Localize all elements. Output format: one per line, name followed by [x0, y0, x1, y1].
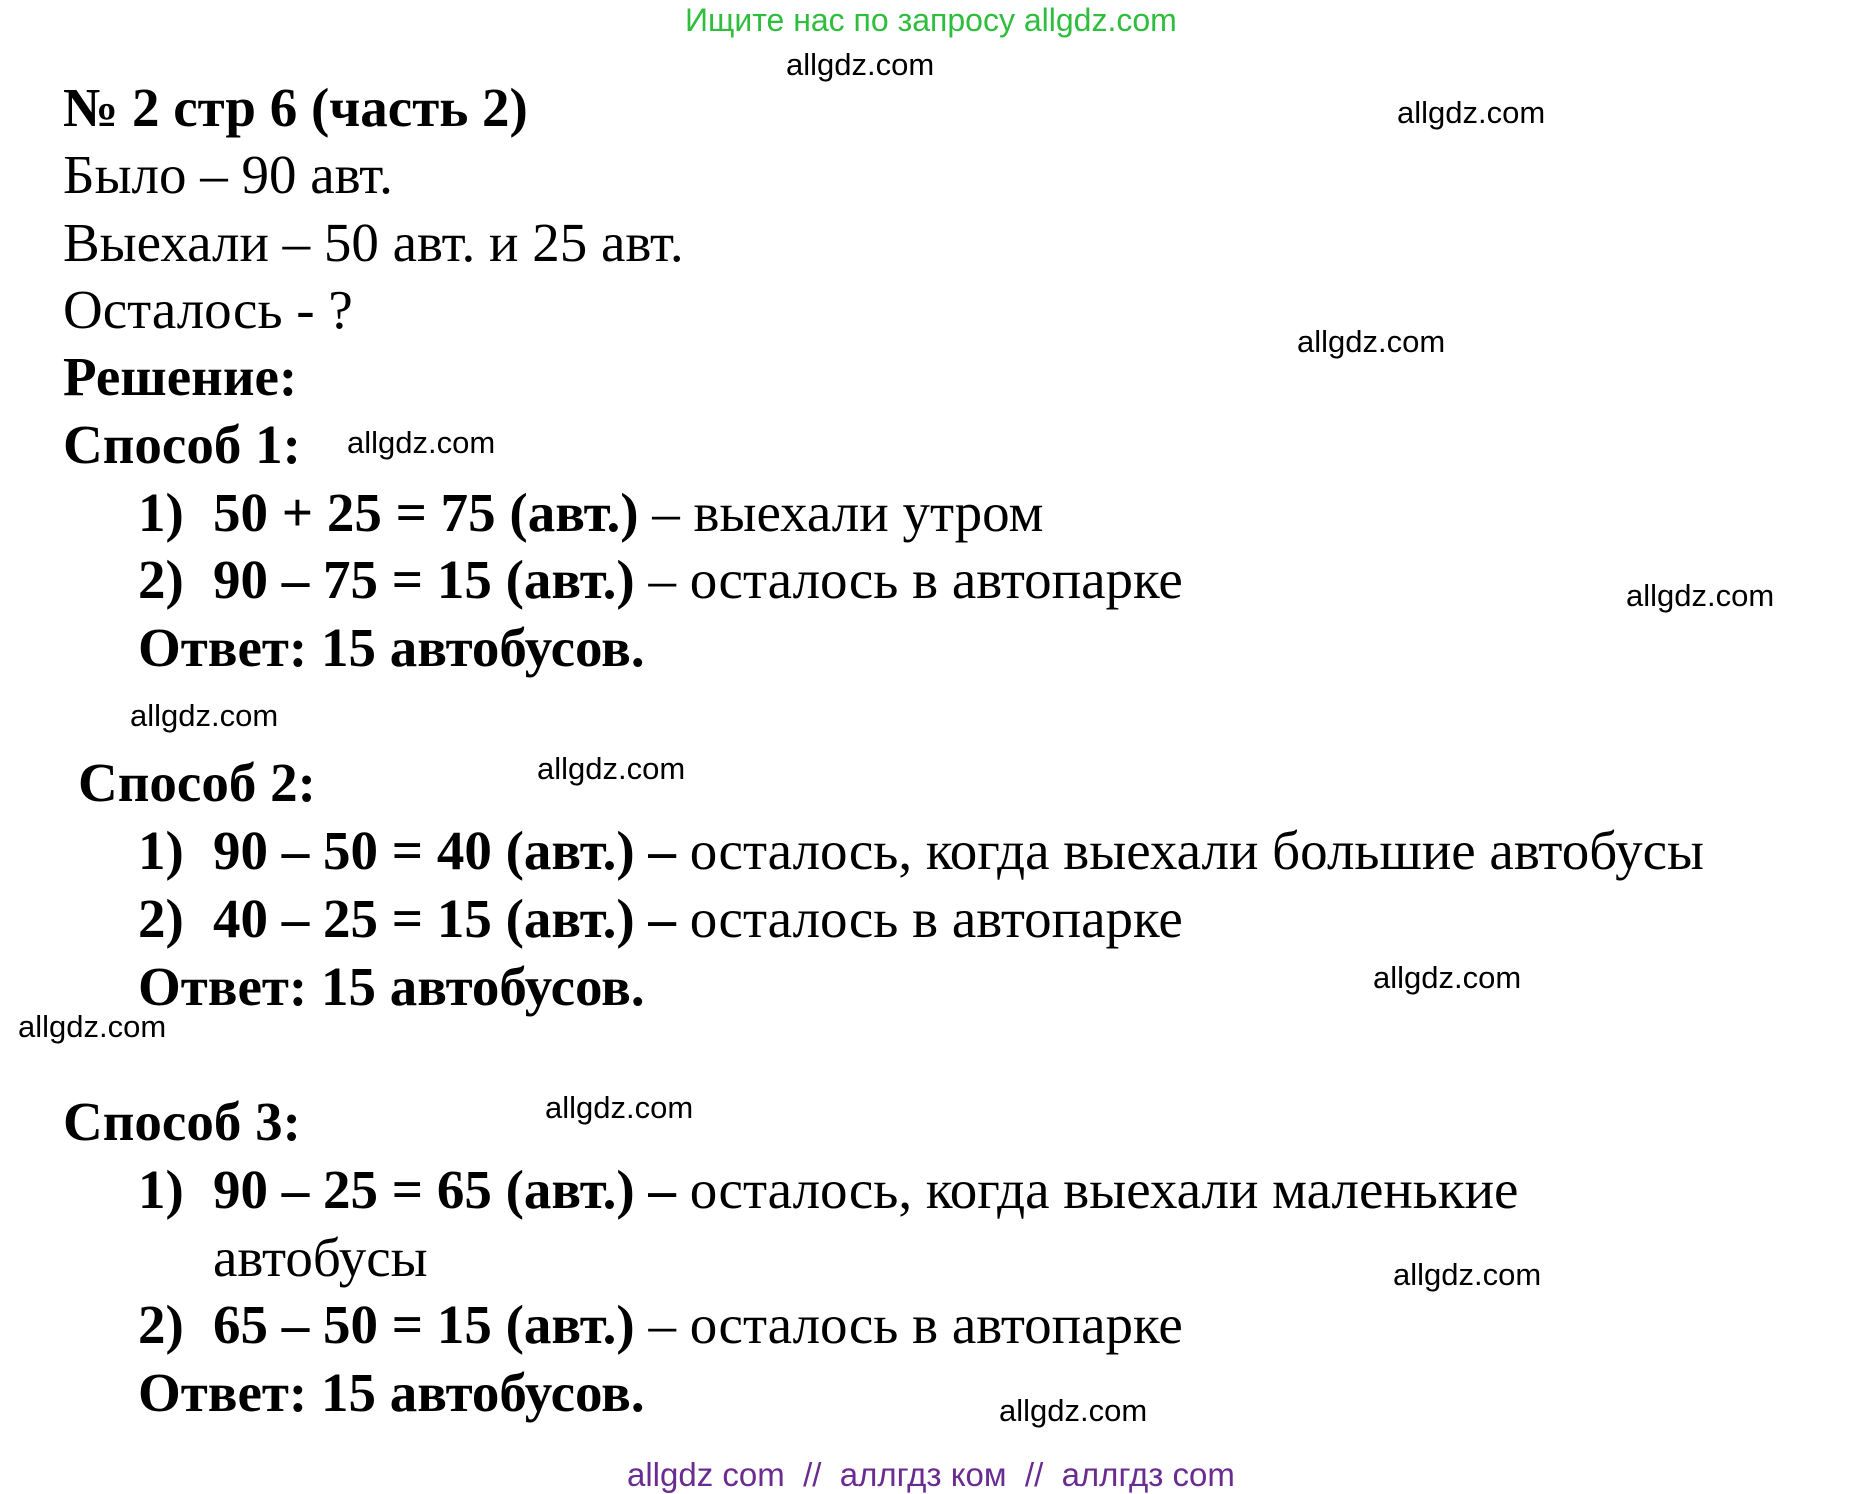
step-number: 1): [138, 482, 184, 543]
watermark: allgdz.com: [1393, 1257, 1542, 1292]
method-3-step-2: [138, 1293, 1183, 1356]
step-expression: 65 – 50 = 15 (авт.): [213, 1294, 635, 1355]
method-1-answer: Ответ: 15 автобусов.: [138, 617, 645, 678]
watermark: allgdz.com: [999, 1393, 1148, 1428]
top-banner: Ищите нас по запросу allgdz.com: [685, 2, 1177, 38]
step-expression: 50 + 25 = 75 (авт.): [213, 482, 639, 543]
watermark: allgdz.com: [786, 47, 935, 82]
watermark: allgdz.com: [1373, 960, 1522, 995]
step-description: осталось, когда выехали маленькие: [675, 1159, 1519, 1220]
problem-title: № 2 стр 6 (часть 2): [63, 77, 528, 138]
given-left: Выехали – 50 авт. и 25 авт.: [63, 212, 684, 273]
watermark: allgdz.com: [545, 1090, 694, 1125]
watermark: allgdz.com: [130, 698, 279, 733]
step-number: 1): [138, 1159, 184, 1220]
method-2-heading: Способ 2:: [78, 752, 316, 813]
footer-text: allgdz com // аллгдз ком // аллгдз com: [627, 1456, 1235, 1493]
method-3-step-1-continuation: автобусы: [213, 1227, 428, 1288]
given-remain: Осталось - ?: [63, 279, 353, 340]
step-expression: 90 – 25 = 65 (авт.) –: [213, 1159, 676, 1220]
method-2-step-2: [138, 887, 1183, 950]
method-1-step-2: [138, 548, 1183, 611]
solution-heading: Решение:: [63, 346, 298, 407]
step-description: – осталось в автопарке: [634, 1294, 1183, 1355]
step-description: осталось в автопарке: [675, 888, 1183, 949]
method-2-answer: Ответ: 15 автобусов.: [138, 956, 645, 1017]
method-1-step-1: [138, 481, 1043, 544]
step-expression: 90 – 50 = 40 (авт.) –: [213, 820, 676, 881]
step-number: 2): [138, 1294, 184, 1355]
step-description: – осталось в автопарке: [634, 549, 1183, 610]
method-3-step-1: [138, 1158, 1518, 1221]
watermark: allgdz.com: [1397, 95, 1546, 130]
method-2-step-1: [138, 819, 1704, 882]
watermark: allgdz.com: [1626, 578, 1775, 613]
watermark: allgdz.com: [347, 425, 496, 460]
step-expression: 40 – 25 = 15 (авт.) –: [213, 888, 676, 949]
watermark: allgdz.com: [537, 751, 686, 786]
step-number: 2): [138, 888, 184, 949]
step-number: 2): [138, 549, 184, 610]
step-description: осталось, когда выехали большие автобусы: [675, 820, 1704, 881]
method-3-answer: Ответ: 15 автобусов.: [138, 1362, 645, 1423]
method-3-heading: Способ 3:: [63, 1091, 301, 1152]
step-expression: 90 – 75 = 15 (авт.): [213, 549, 635, 610]
watermark: allgdz.com: [1297, 324, 1446, 359]
watermark: allgdz.com: [18, 1009, 167, 1044]
step-description: – выехали утром: [638, 482, 1044, 543]
step-number: 1): [138, 820, 184, 881]
given-was: Было – 90 авт.: [63, 144, 393, 205]
method-1-heading: Способ 1:: [63, 414, 301, 475]
